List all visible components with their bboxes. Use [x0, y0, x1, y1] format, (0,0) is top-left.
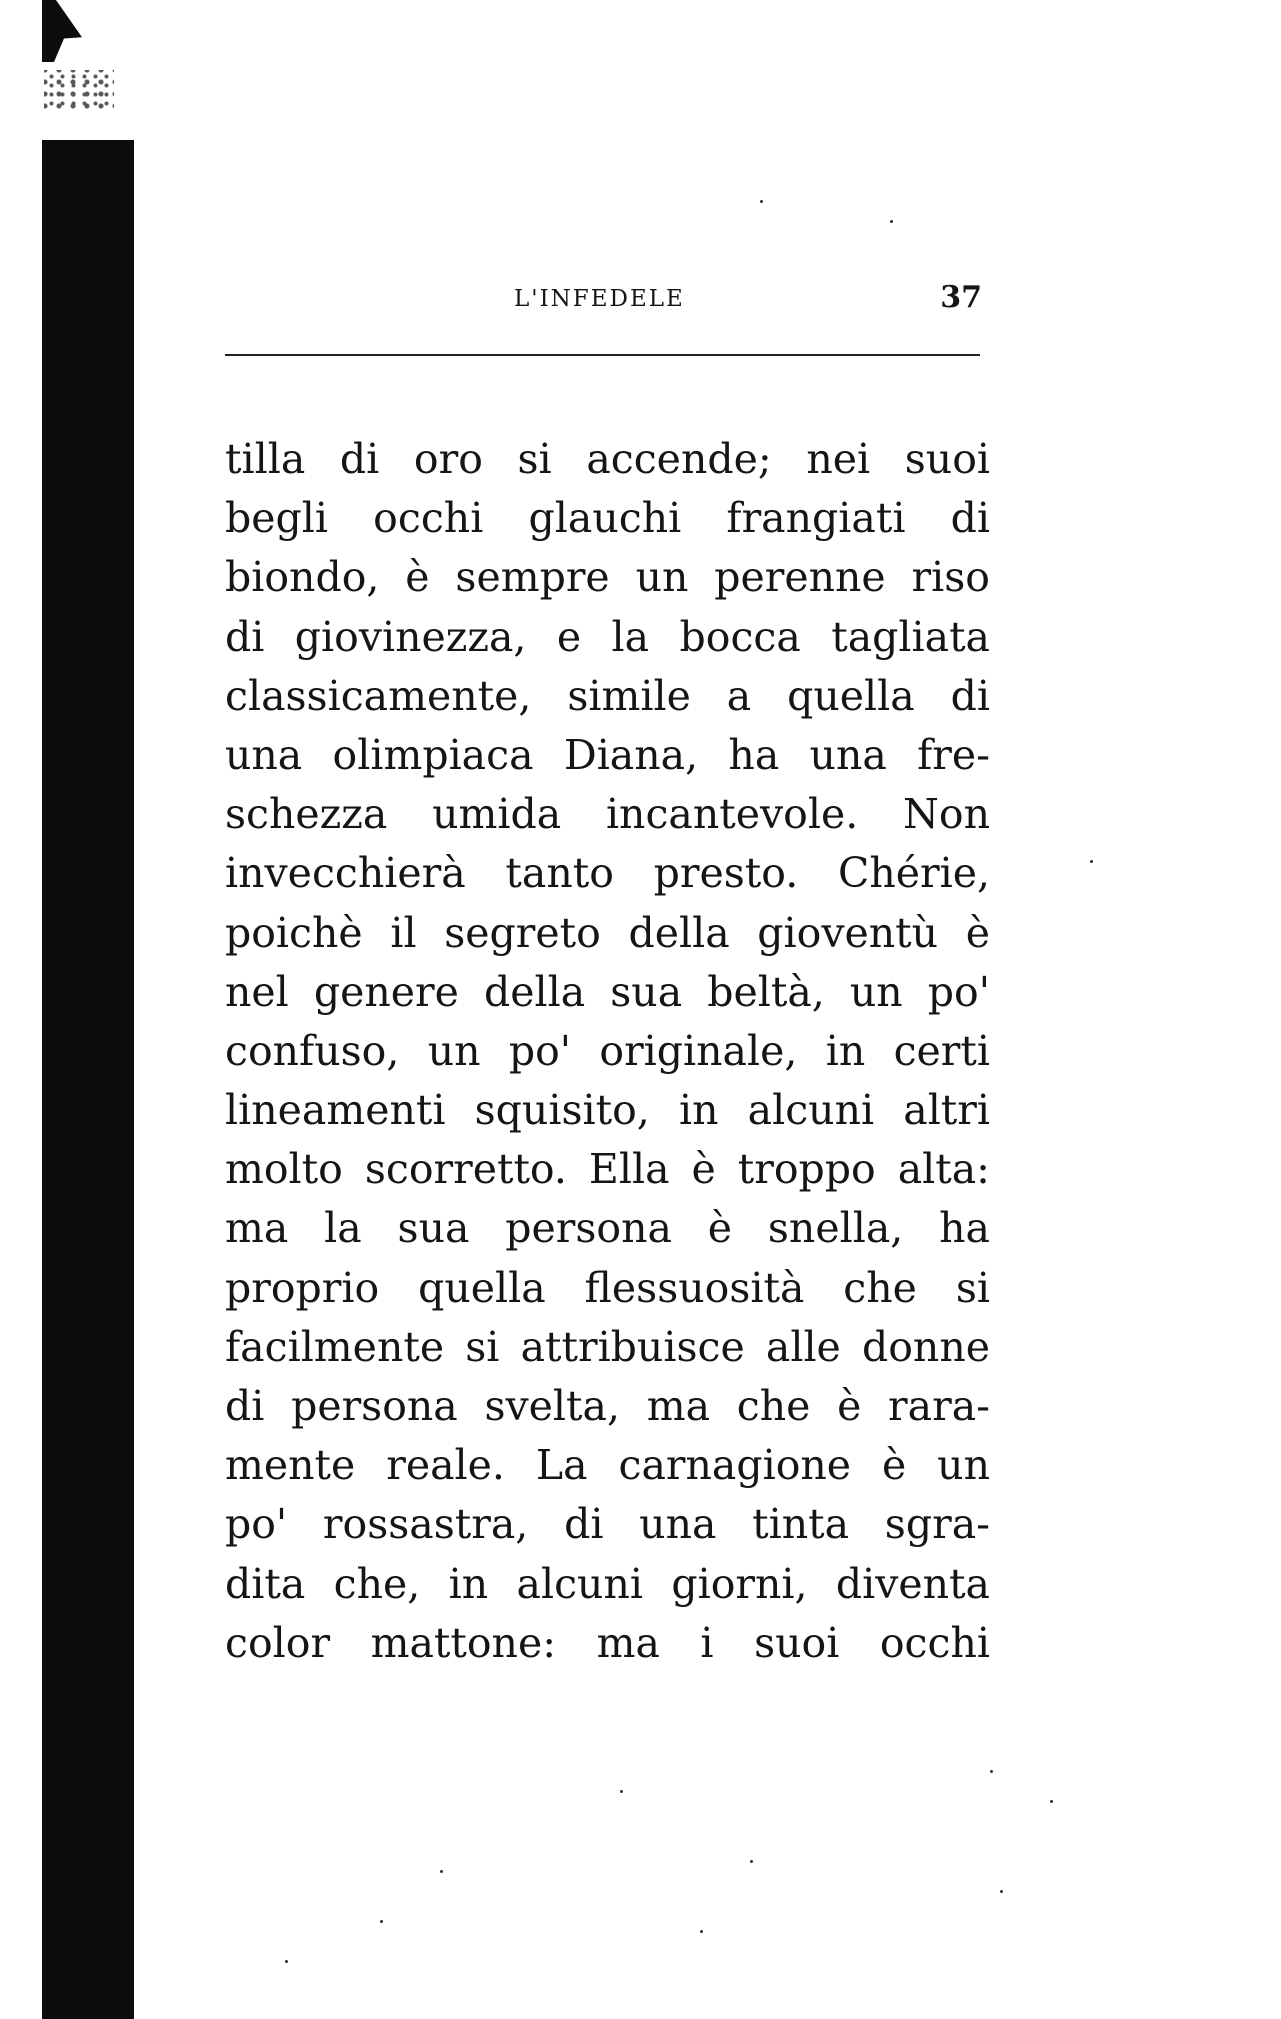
scan-speck [1000, 1890, 1003, 1893]
text-line: invecchierà tanto presto. Chérie, [225, 849, 990, 898]
scan-speck [760, 200, 763, 203]
binding-specks [44, 70, 114, 110]
scan-speck [440, 1870, 443, 1873]
scan-speck [285, 1960, 288, 1963]
page-number: 37 [940, 280, 982, 315]
text-line: di persona svelta, ma che è rara- [225, 1382, 990, 1430]
scan-speck [380, 1920, 383, 1923]
header-rule [225, 354, 980, 356]
text-line: lineamenti squisito, in alcuni altri [225, 1086, 990, 1135]
text-line: nel genere della sua beltà, un po' [225, 967, 990, 1016]
text-line: proprio quella flessuosità che si [225, 1263, 990, 1312]
binding-shadow-top [42, 0, 82, 62]
scan-speck [700, 1930, 703, 1933]
scan-speck [620, 1790, 623, 1793]
text-line: biondo, è sempre un perenne riso [225, 553, 990, 602]
text-line: una olimpiaca Diana, ha una fre- [225, 730, 990, 779]
running-head [222, 276, 982, 316]
text-line: molto scorretto. Ella è troppo alta: [225, 1145, 990, 1194]
scan-speck [990, 1770, 993, 1773]
text-line: facilmente si attribuisce alle donne [225, 1322, 990, 1371]
running-title: L'INFEDELE [514, 286, 685, 312]
scan-speck [890, 220, 893, 223]
scan-speck [1090, 860, 1093, 863]
text-line: tilla di oro si accende; nei suoi [225, 435, 990, 483]
scan-speck [750, 1860, 753, 1863]
text-line: di giovinezza, e la bocca tagliata [225, 612, 990, 661]
text-line: schezza umida incantevole. Non [225, 790, 990, 839]
text-line: poichè il segreto della gioventù è [225, 908, 990, 957]
text-line: dita che, in alcuni giorni, diventa [225, 1559, 990, 1608]
text-line: po' rossastra, di una tinta sgra- [225, 1500, 990, 1549]
binding-shadow [42, 140, 134, 2019]
text-line: confuso, un po' originale, in certi [225, 1026, 990, 1075]
text-line: ma la sua persona è snella, ha [225, 1204, 990, 1253]
body-text [225, 430, 990, 1673]
text-line: color mattone: ma i suoi occhi [225, 1618, 990, 1667]
text-line: classicamente, simile a quella di [225, 671, 990, 720]
text-line: mente reale. La carnagione è un [225, 1441, 990, 1490]
scan-speck [1050, 1800, 1053, 1803]
text-line: begli occhi glauchi frangiati di [225, 494, 990, 543]
